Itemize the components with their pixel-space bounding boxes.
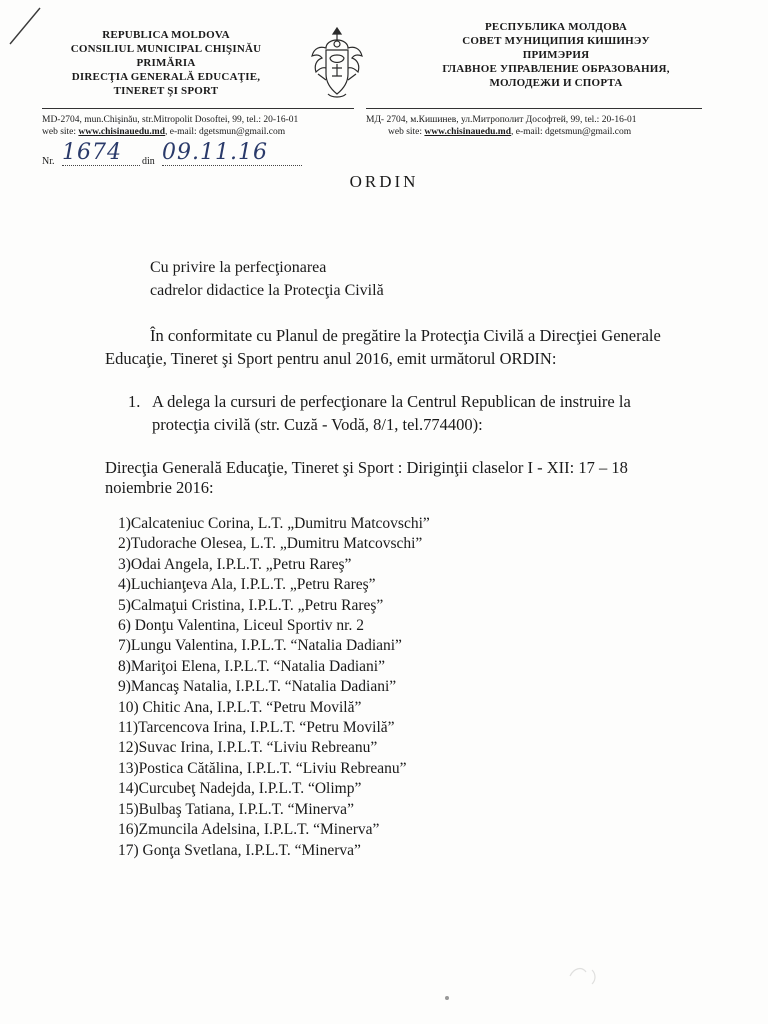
header-line: РЕСПУБЛИКА МОЛДОВА [485,21,627,33]
participant-list [118,514,430,861]
header-institution-romanian [30,28,302,98]
list-item: 7)Lungu Valentina, I.P.L.T. “Natalia Dadiani” [118,637,402,655]
header-line: ПРИМЭРИЯ [522,49,590,61]
web-line [366,126,702,138]
list-item: 11)Tarcencova Irina, I.P.L.T. “Petru Movilă” [118,719,395,737]
header-line: TINERET ŞI SPORT [113,85,219,97]
header-line: REPUBLICA MOLDOVA [102,29,230,41]
moldova-coat-of-arms-icon [308,24,366,104]
website-link[interactable]: www.chisinauedu.md [424,127,512,137]
header-institution-russian [410,20,702,90]
nr-label: Nr. [42,156,55,167]
header-line: СОВЕТ МУНИЦИПИЯ КИШИНЭУ [462,35,650,47]
order-date-handwritten: 09.11.16 [162,140,302,166]
subject-line: Cu privire la perfecţionarea [150,259,327,276]
header-line: CONSILIUL MUNICIPAL CHIŞINĂU [70,43,262,55]
web-prefix: web site: [388,127,425,137]
list-item: 4)Luchianţeva Ala, I.P.L.T. „Petru Rareş” [118,576,376,594]
list-item: 2)Tudorache Olesea, L.T. „Dumitru Matcovschi” [118,535,423,553]
subject-line: cadrelor didactice la Protecţia Civilă [150,282,384,299]
list-item: 9)Mancaş Natalia, I.P.L.T. “Natalia Dadiani” [118,678,397,696]
point-text: A delega la cursuri de perfecţionare la Centrul Republican de instruire la protecţia civilă (str. Cuză - Vodă, 8/1, tel.774400): [152,392,631,434]
order-subject [150,256,384,302]
paper-smudge [566,962,600,986]
list-item: 14)Curcubeţ Nadejda, I.P.L.T. “Olimp” [118,780,362,798]
list-item: 3)Odai Angela, I.P.L.T. „Petru Rareş” [118,555,352,573]
web-prefix: web site: [42,127,79,137]
list-item: 1)Calcateniuc Corina, L.T. „Dumitru Matcovschi” [118,515,430,532]
address-line: MD-2704, mun.Chişinău, str.Mitropolit Dosoftei, 99, tel.: 20-16-01 [42,115,299,125]
list-item: 10) Chitic Ana, I.P.L.T. “Petru Movilă” [118,698,362,716]
order-reference [42,140,312,172]
email-text: , e-mail: dgetsmun@gmail.com [511,127,632,137]
din-label: din [142,156,155,167]
address-line: МД- 2704, м.Кишинев, ул.Митрополит Дософтей, 99, tel.: 20-16-01 [366,115,637,125]
contacts-romanian [42,108,354,138]
header-line: DIRECŢIA GENERALĂ EDUCAŢIE, [71,71,261,83]
list-item: 15)Bulbaş Tatiana, I.P.L.T. “Minerva” [118,800,354,818]
email-text: , e-mail: dgetsmun@gmail.com [165,127,286,137]
list-item: 5)Calmaţui Cristina, I.P.L.T. „Petru Rareş” [118,596,384,614]
document-title: ORDIN [349,172,419,191]
website-link[interactable]: www.chisinauedu.md [78,127,166,137]
list-item: 16)Zmuncila Adelsina, I.P.L.T. “Minerva” [118,821,380,839]
group-heading: Direcţia Generală Educaţie, Tineret şi Sport : Diriginţii claselor I - XII: 17 – 18 noiembrie 2016: [105,458,628,497]
list-item: 17) Gonţa Svetlana, I.P.L.T. “Minerva” [118,841,361,859]
preamble-paragraph: În conformitate cu Planul de pregătire la Protecţia Civilă a Direcţiei Generale Educaţie, Tineret şi Sport pentru anul 2016, emit următorul ORDIN: [105,326,661,368]
header-line: PRIMĂRIA [136,57,196,69]
web-line [42,126,354,138]
list-item: 8)Mariţoi Elena, I.P.L.T. “Natalia Dadiani” [118,657,385,675]
paper-speck [445,996,449,1000]
list-item: 6) Donţu Valentina, Liceul Sportiv nr. 2 [118,617,364,635]
list-item: 13)Postica Cătălina, I.P.L.T. “Liviu Rebreanu” [118,759,407,777]
header-line: ГЛАВНОЕ УПРАВЛЕНИЕ ОБРАЗОВАНИЯ, [442,63,670,75]
order-number-handwritten: 1674 [62,140,140,166]
header-line: МОЛОДЕЖИ И СПОРТА [489,77,623,89]
contacts-russian [366,108,702,138]
list-item: 12)Suvac Irina, I.P.L.T. “Liviu Rebreanu” [118,739,378,757]
point-number: 1. [128,392,141,411]
